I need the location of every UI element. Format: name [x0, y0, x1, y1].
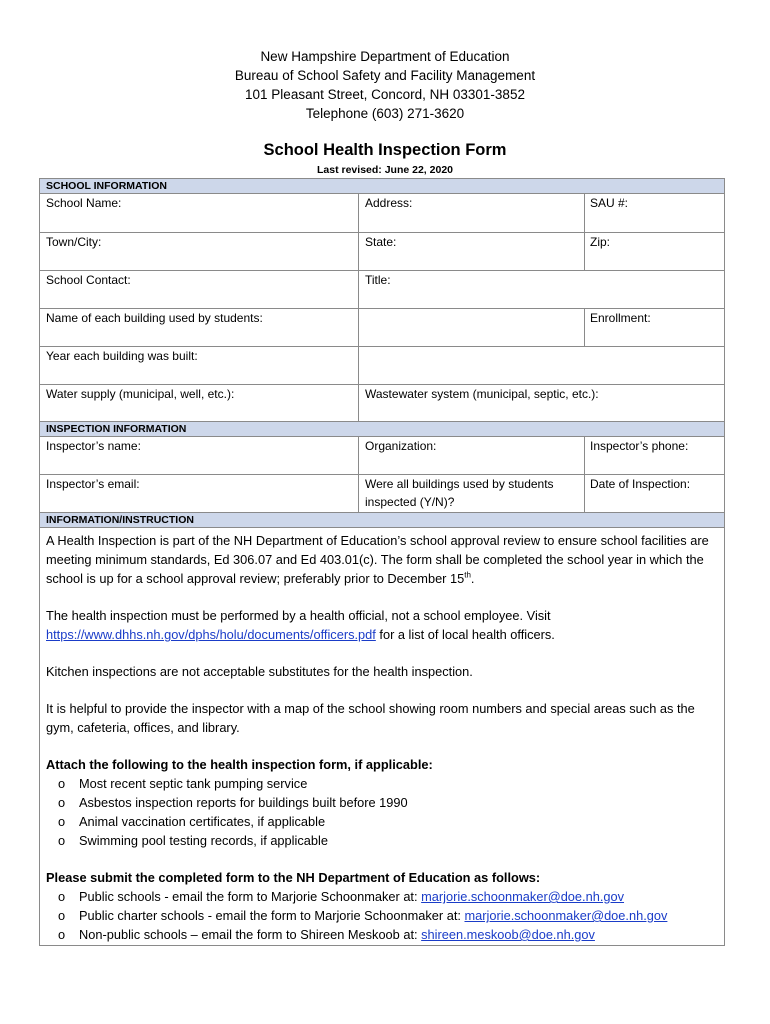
- email-link-nonpublic[interactable]: shireen.meskoob@doe.nh.gov: [421, 927, 595, 942]
- list-item: o Animal vaccination certificates, if applicable: [58, 814, 326, 829]
- school-name-field[interactable]: School Name:: [46, 196, 122, 210]
- last-revised: Last revised: June 22, 2020: [317, 164, 453, 176]
- inspector-phone-field[interactable]: Inspector’s phone:: [590, 439, 689, 453]
- wastewater-field[interactable]: Wastewater system (municipal, septic, etc.):: [365, 387, 599, 401]
- enrollment-field[interactable]: Enrollment:: [590, 311, 651, 325]
- buildings-field[interactable]: Name of each building used by students:: [46, 311, 263, 325]
- header-department: New Hampshire Department of Education: [260, 49, 510, 64]
- inspector-name-field[interactable]: Inspector’s name:: [46, 439, 141, 453]
- list-item: o Most recent septic tank pumping service: [58, 776, 308, 791]
- attach-list: [46, 774, 722, 850]
- instruction-body: [46, 531, 722, 944]
- section-information-instruction: INFORMATION/INSTRUCTION: [40, 513, 724, 528]
- form-title: School Health Inspection Form: [263, 141, 507, 159]
- instruction-paragraph-2: The health inspection must be performed by a health official, not a school employee. Visit https://www.dhhs.nh.gov/dphs/holu/documents/officers.pdf for a list of local health officers.: [46, 608, 555, 642]
- list-item: o Public schools - email the form to Marjorie Schoonmaker at: marjorie.schoonmaker@doe.nh.gov: [58, 889, 625, 904]
- instruction-paragraph-1: A Health Inspection is part of the NH Department of Education’s school approval review to ensure school facilities are meeting minimum standards, Ed 306.07 and Ed 403.01(c). The form shall be completed the school year in which the school is up for a school approval review; preferably prior to December 15th.: [46, 533, 709, 586]
- year-built-field[interactable]: Year each building was built:: [46, 349, 198, 363]
- email-link-public[interactable]: marjorie.schoonmaker@doe.nh.gov: [421, 889, 625, 904]
- water-supply-field[interactable]: Water supply (municipal, well, etc.):: [46, 387, 235, 401]
- submit-heading: Please submit the completed form to the NH Department of Education as follows:: [46, 870, 541, 885]
- header-telephone: Telephone (603) 271-3620: [305, 106, 465, 121]
- inspection-form: [39, 178, 725, 946]
- address-field[interactable]: Address:: [365, 196, 413, 210]
- inspection-date-field[interactable]: Date of Inspection:: [590, 477, 691, 491]
- state-field[interactable]: State:: [365, 235, 397, 249]
- all-buildings-inspected-field[interactable]: Were all buildings used by students inspected (Y/N)?: [365, 477, 554, 509]
- section-school-information: SCHOOL INFORMATION: [40, 179, 724, 194]
- town-city-field[interactable]: Town/City:: [46, 235, 102, 249]
- submit-list: [46, 887, 722, 944]
- contact-title-field[interactable]: Title:: [365, 273, 391, 287]
- inspector-email-field[interactable]: Inspector’s email:: [46, 477, 140, 491]
- letterhead: [0, 47, 770, 123]
- sau-field[interactable]: SAU #:: [590, 196, 629, 210]
- list-item: o Asbestos inspection reports for buildings built before 1990: [58, 795, 408, 810]
- organization-field[interactable]: Organization:: [365, 439, 437, 453]
- health-officers-link[interactable]: https://www.dhhs.nh.gov/dphs/holu/documents/officers.pdf: [46, 627, 376, 642]
- zip-field[interactable]: Zip:: [590, 235, 611, 249]
- school-contact-field[interactable]: School Contact:: [46, 273, 131, 287]
- list-item: o Non-public schools – email the form to Shireen Meskoob at: shireen.meskoob@doe.nh.gov: [58, 927, 595, 942]
- instruction-paragraph-4: It is helpful to provide the inspector with a map of the school showing room numbers and special areas such as the gym, cafeteria, offices, and library.: [46, 701, 695, 735]
- header-bureau: Bureau of School Safety and Facility Management: [234, 68, 536, 83]
- list-item: o Swimming pool testing records, if applicable: [58, 833, 328, 848]
- instruction-paragraph-3: Kitchen inspections are not acceptable substitutes for the health inspection.: [46, 664, 473, 679]
- section-inspection-information: INSPECTION INFORMATION: [40, 422, 724, 437]
- list-item: o Public charter schools - email the form to Marjorie Schoonmaker at: marjorie.schoonmaker@doe.nh.gov: [58, 908, 668, 923]
- attach-heading: Attach the following to the health inspection form, if applicable:: [46, 757, 433, 772]
- header-address: 101 Pleasant Street, Concord, NH 03301-3852: [245, 87, 525, 102]
- email-link-charter[interactable]: marjorie.schoonmaker@doe.nh.gov: [464, 908, 668, 923]
